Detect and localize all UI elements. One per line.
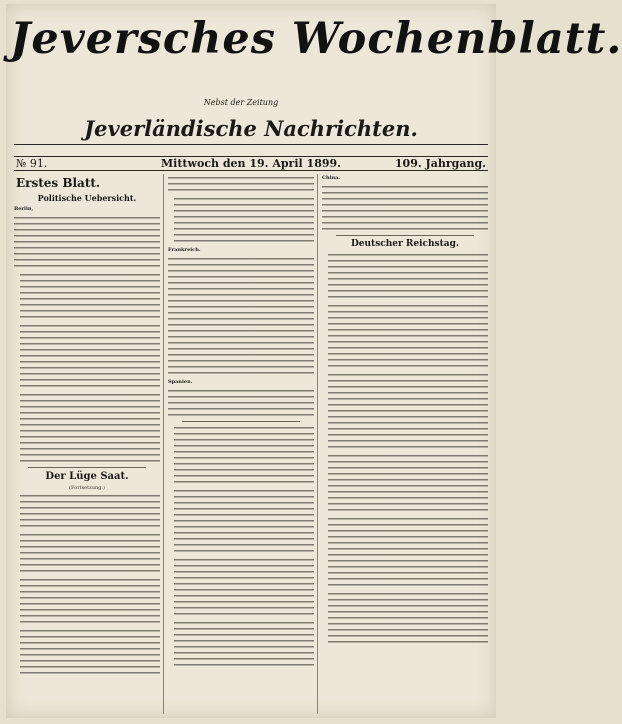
- serial-text: [14, 628, 160, 676]
- article-separator: [28, 467, 146, 468]
- article-separator: [336, 235, 474, 236]
- serial-continued-text: [322, 516, 488, 588]
- article-france-lead: [168, 247, 314, 253]
- article-politics-lead: [14, 206, 160, 212]
- article-politics-text: [14, 392, 160, 464]
- column-left: [14, 174, 160, 714]
- article-reichstag-text: [322, 252, 488, 300]
- article-politics-text: [14, 215, 160, 269]
- masthead-companion: Nebst der Zeitung: [203, 98, 279, 107]
- article-politics-dateline: Berlin,: [14, 206, 34, 212]
- rule-top: [14, 144, 488, 145]
- section-title: Erstes Blatt.: [16, 176, 101, 190]
- serial-continued-text: [322, 591, 488, 645]
- dateline: [16, 157, 486, 170]
- article-reichstag-text: [322, 303, 488, 369]
- column-divider: [317, 174, 318, 714]
- politics-heading: Politische Uebersicht.: [37, 193, 137, 203]
- serial-continued-text: [168, 557, 314, 617]
- masthead-subtitle: Jeverländische Nachrichten.: [84, 116, 418, 141]
- article-politics-text: [14, 323, 160, 389]
- serial-text: [14, 532, 160, 574]
- serial-continued-text: [168, 620, 314, 668]
- article-spain-lead: [168, 379, 314, 385]
- masthead-title: Jeversches Wochenblatt.: [10, 14, 622, 64]
- serial-continued-text: [168, 425, 314, 485]
- article-china-lead: [322, 175, 488, 181]
- article-politics-text: [14, 272, 160, 320]
- article-continued-text: [168, 175, 314, 193]
- column-right: [322, 174, 488, 714]
- issue-volume: 109. Jahrgang.: [394, 157, 486, 170]
- serial-text: [14, 577, 160, 625]
- serial-text: [14, 493, 160, 529]
- article-china-text: [322, 184, 488, 232]
- article-france-text: [168, 256, 314, 376]
- article-continued-text: [168, 196, 314, 244]
- serial-note: (Fortsetzung.): [69, 485, 105, 491]
- article-china-dateline: China.: [322, 175, 341, 181]
- column-middle: [168, 174, 314, 714]
- serial-heading: Der Lüge Saat.: [45, 471, 129, 482]
- rule-dateline-bottom: [14, 170, 488, 171]
- article-separator: [182, 421, 300, 422]
- serial-continued-text: [168, 488, 314, 554]
- issue-number: № 91.: [16, 157, 48, 170]
- newspaper-page: [6, 4, 622, 718]
- article-spain-text: [168, 388, 314, 418]
- reichstag-heading: Deutscher Reichstag.: [350, 239, 460, 249]
- issue-date: Mittwoch den 19. April 1899.: [161, 157, 341, 170]
- article-france-dateline: Frankreich.: [168, 247, 201, 253]
- article-reichstag-text: [322, 372, 488, 450]
- article-spain-dateline: Spanien.: [168, 379, 193, 385]
- column-divider: [163, 174, 164, 714]
- article-reichstag-text: [322, 453, 488, 513]
